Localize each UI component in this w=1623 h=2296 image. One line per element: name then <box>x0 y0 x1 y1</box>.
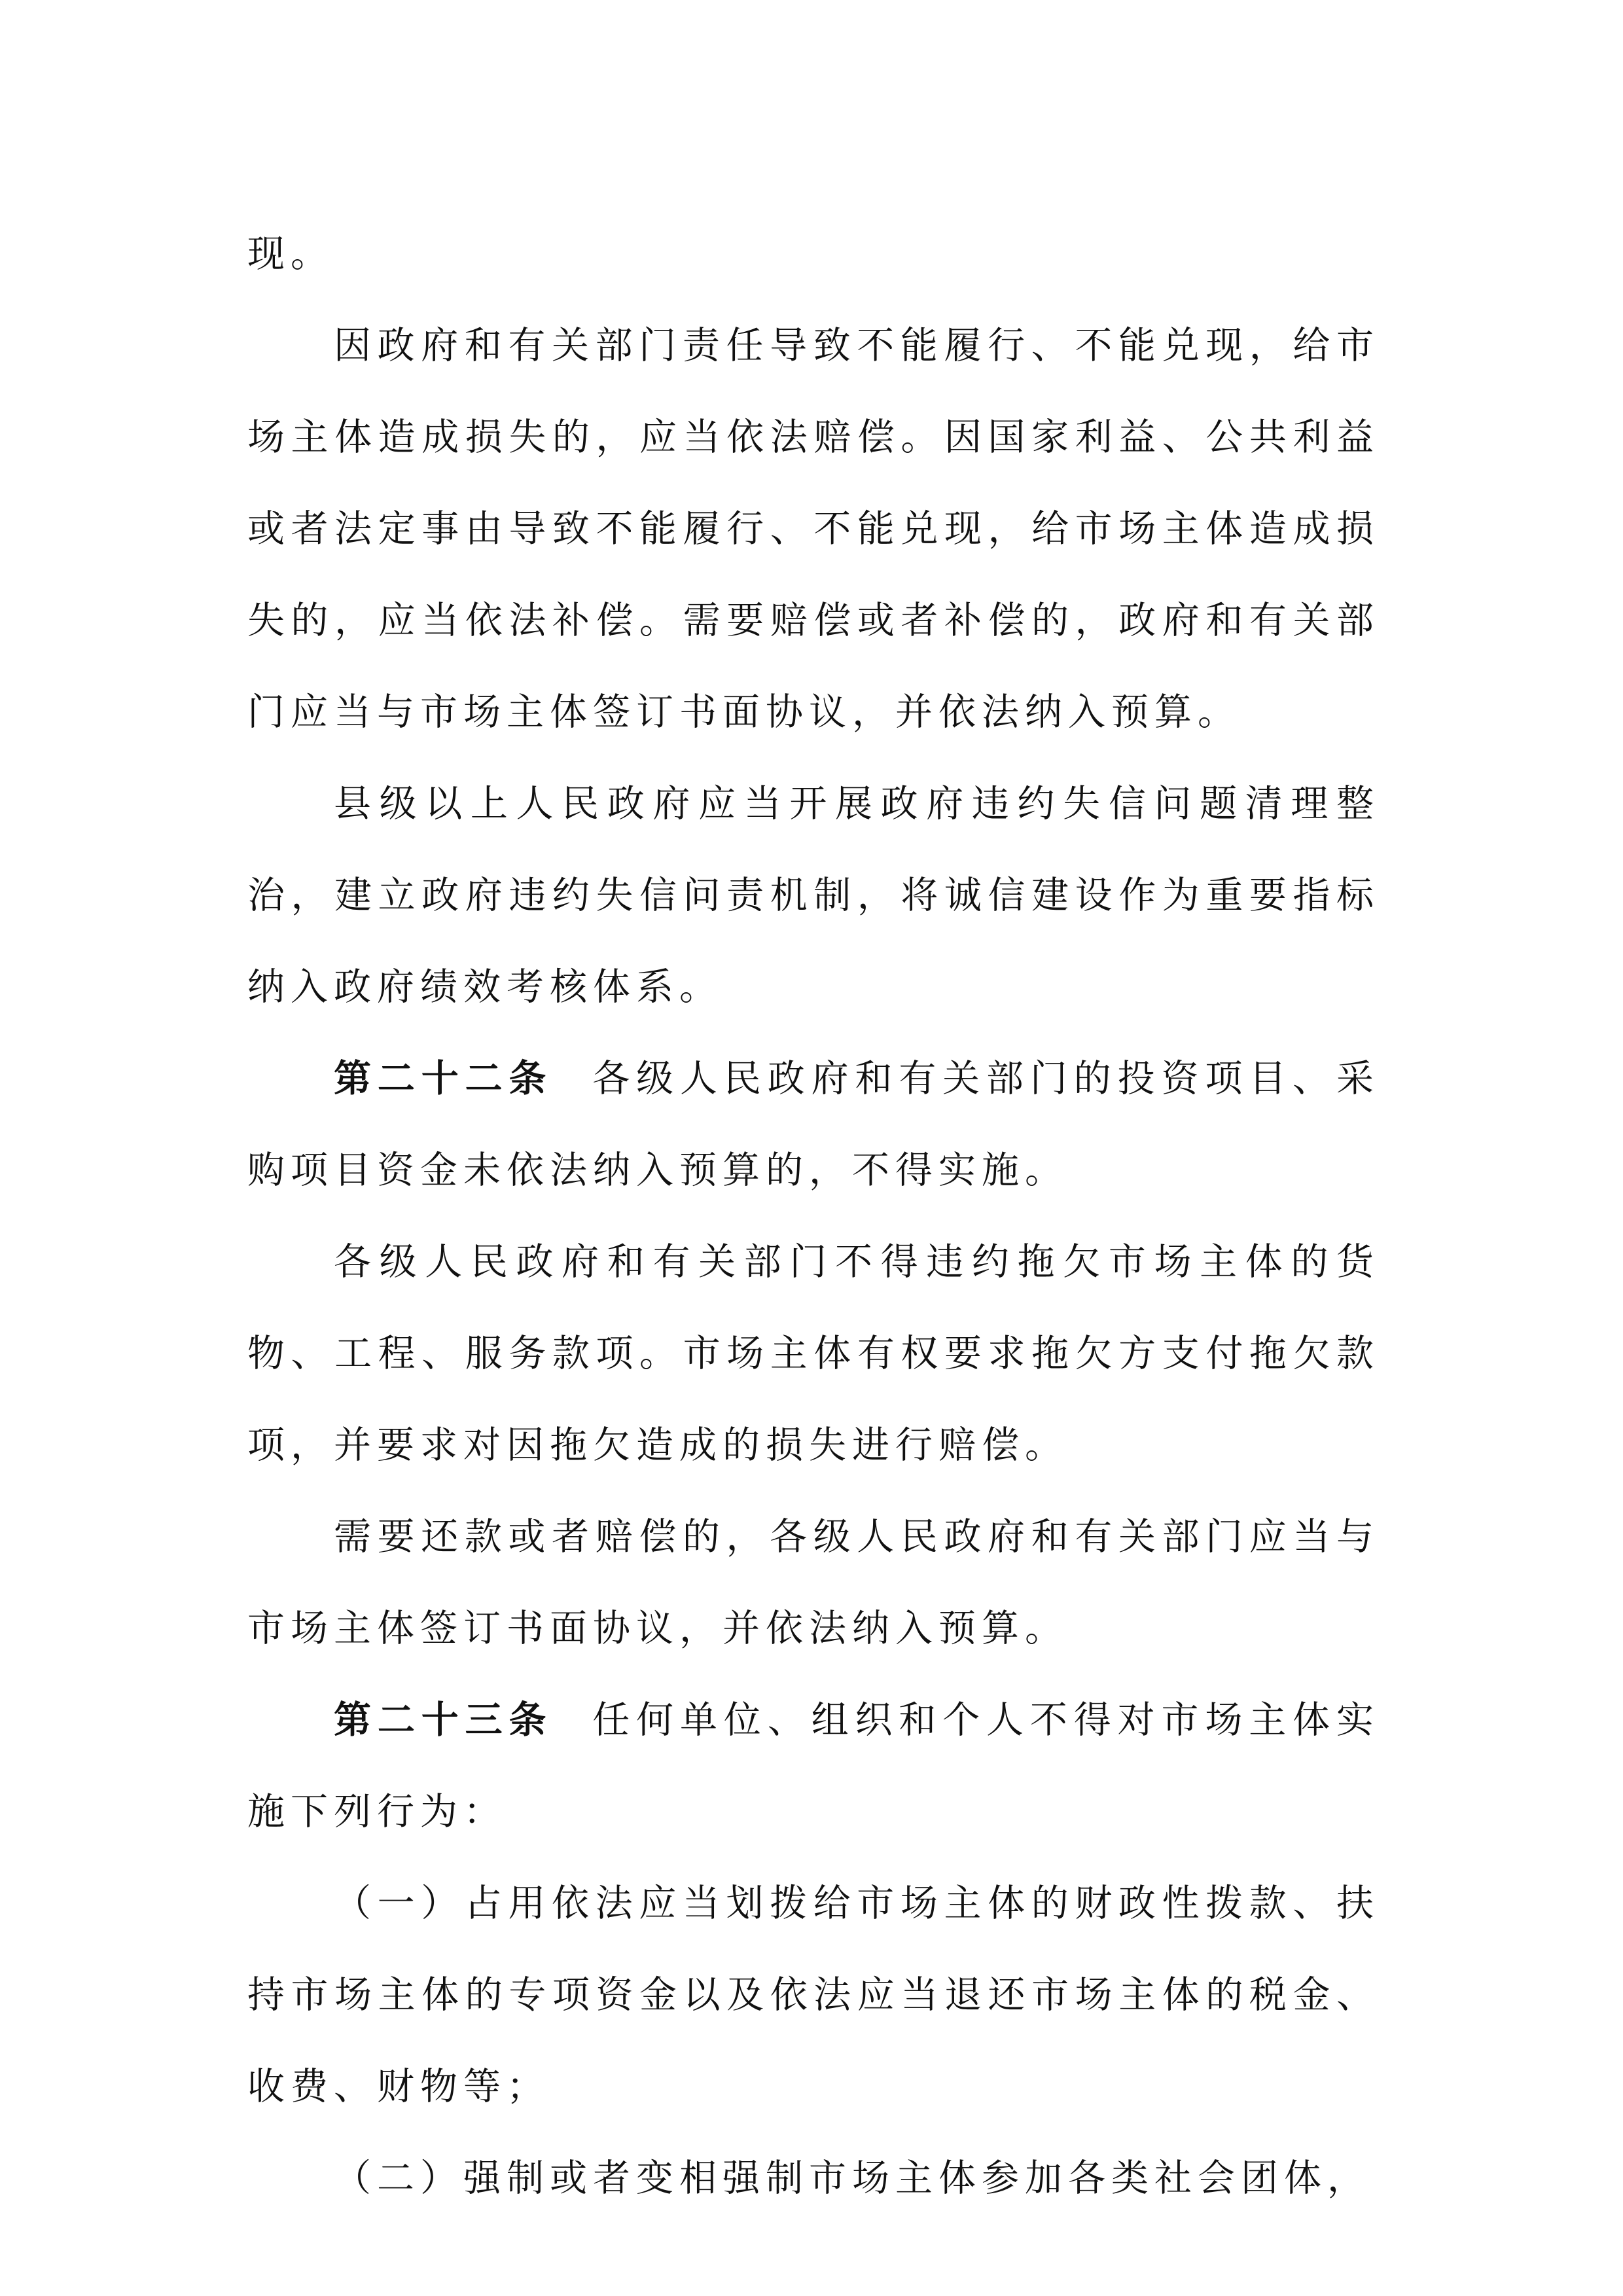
paragraph-text: 各级人民政府和有关部门不得违约拖欠市场主体的货物、工程、服务款项。市场主体有权要求拖欠方支付拖欠款项，并要求对因拖欠造成的损失进行赔偿。 <box>247 1240 1380 1467</box>
document-page <box>247 208 1380 2224</box>
list-item-1 <box>247 1857 1380 2132</box>
paragraph-text: （二）强制或者变相强制市场主体参加各类社会团体， <box>334 2157 1370 2200</box>
paragraph-text: 各级人民政府和有关部门的投资项目、采购项目资金未依法纳入预算的，不得实施。 <box>247 1057 1380 1192</box>
paragraph-text: 需要还款或者赔偿的，各级人民政府和有关部门应当与市场主体签订书面协议，并依法纳入预算。 <box>247 1515 1380 1650</box>
paragraph-text: 县级以上人民政府应当开展政府违约失信问题清理整治，建立政府违约失信问责机制，将诚信建设作为重要指标纳入政府绩效考核体系。 <box>247 782 1380 1009</box>
paragraph-continuation <box>247 208 1380 300</box>
article-22 <box>247 1033 1380 1216</box>
article-number: 第二十二条 <box>334 1057 553 1100</box>
paragraph-compensation <box>247 300 1380 758</box>
article-23 <box>247 1674 1380 1857</box>
paragraph-repayment <box>247 1491 1380 1674</box>
paragraph-text: 任何单位、组织和个人不得对市场主体实施下列行为： <box>247 1698 1380 1833</box>
article-number: 第二十三条 <box>334 1698 553 1742</box>
paragraph-text: 因政府和有关部门责任导致不能履行、不能兑现，给市场主体造成损失的，应当依法赔偿。因国家利益、公共利益或者法定事由导致不能履行、不能兑现，给市场主体造成损失的，应当依法补偿。需要赔偿或者补偿的，政府和有关部门应当与市场主体签订书面协议，并依法纳入预算。 <box>247 324 1380 734</box>
paragraph-text: 现。 <box>247 232 334 276</box>
paragraph-text: （一）占用依法应当划拨给市场主体的财政性拨款、扶持市场主体的专项资金以及依法应当退还市场主体的税金、收费、财物等； <box>247 1882 1380 2108</box>
paragraph-arrears <box>247 1216 1380 1491</box>
paragraph-integrity <box>247 758 1380 1033</box>
list-item-2 <box>247 2132 1380 2224</box>
